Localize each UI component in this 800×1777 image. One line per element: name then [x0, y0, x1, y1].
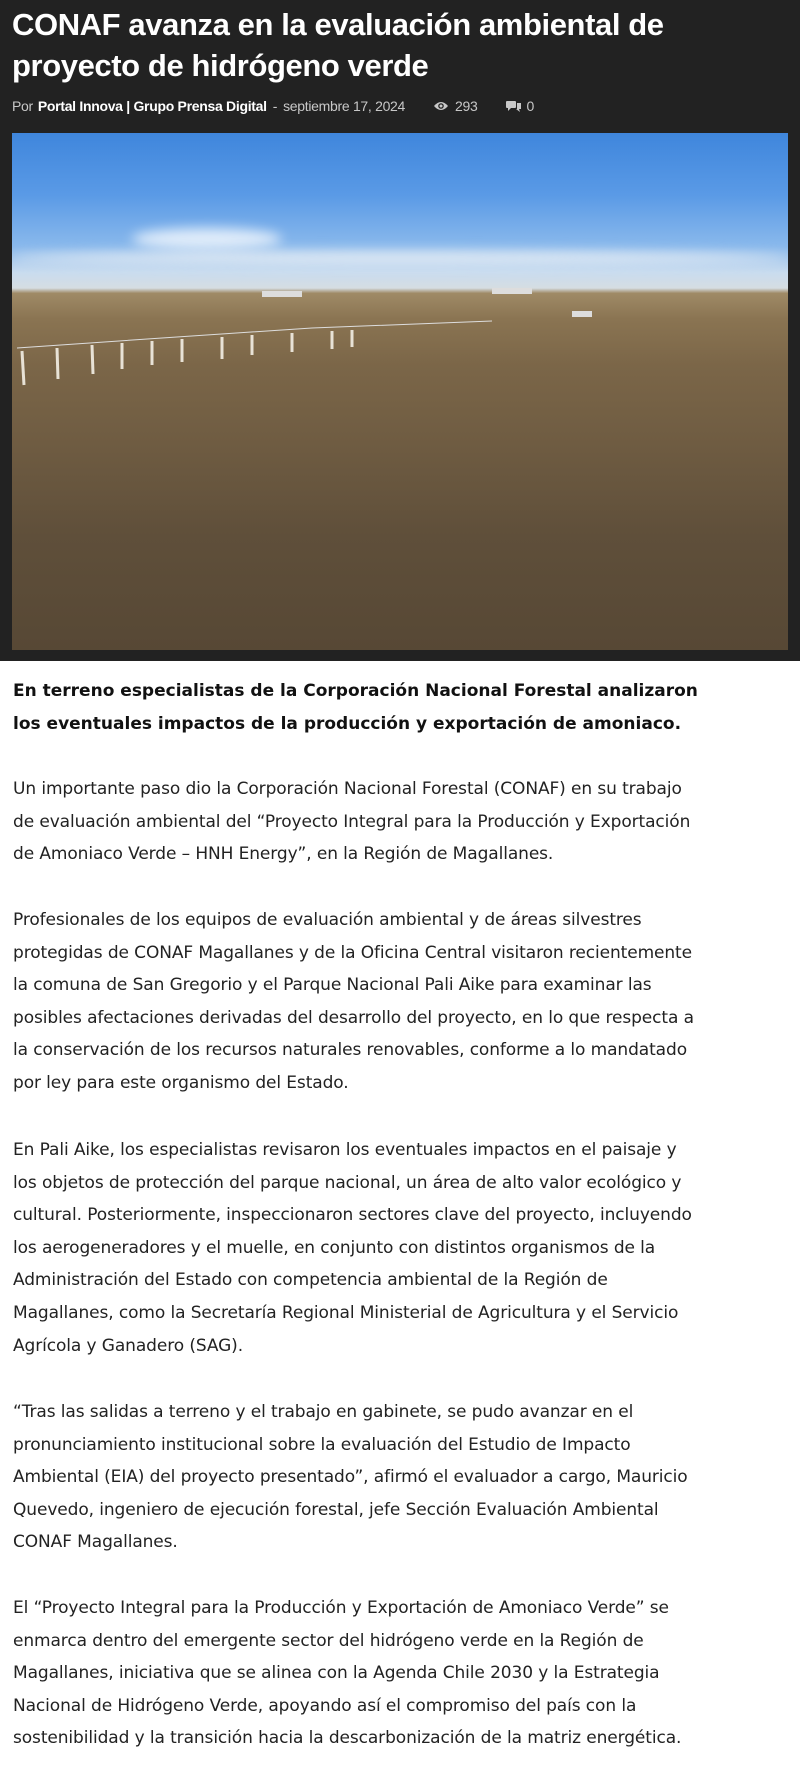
text-line: cultural. Posteriormente, inspeccionaron sectores clave del proyecto, incluyendo — [13, 1205, 692, 1226]
text-line: Un importante paso dio la Corporación Nacional Forestal (CONAF) en su trabajo — [13, 779, 682, 799]
lead-line: En terreno especialistas de la Corporación Nacional Forestal analizaron — [13, 681, 698, 701]
article-title — [12, 4, 792, 86]
text-line: posibles afectaciones derivadas del desarrollo del proyecto, en lo que respecta a — [13, 1007, 694, 1028]
publish-date: septiembre 17, 2024 — [283, 98, 406, 114]
text-line: Nacional de Hidrógeno Verde, apoyando así el compromiso del país con la — [13, 1695, 637, 1716]
paragraph-2 — [13, 904, 694, 1100]
text-line: la comuna de San Gregorio y el Parque Nacional Pali Aike para examinar las — [13, 975, 652, 996]
text-line: protegidas de CONAF Magallanes y de la Oficina Central visitaron recientemente — [13, 942, 692, 963]
comments-count[interactable] — [506, 98, 535, 114]
views-value: 293 — [455, 98, 478, 114]
text-line: los aerogeneradores y el muelle, en conjunto con distintos organismos de la — [13, 1237, 656, 1258]
comments-icon — [506, 100, 521, 112]
author-link[interactable]: Portal Innova | Grupo Prensa Digital — [37, 98, 267, 114]
text-line: de Amoniaco Verde – HNH Energy”, en la Región de Magallanes. — [13, 844, 554, 865]
text-line: Ambiental (EIA) del proyecto presentado”, afirmó el evaluador a cargo, Mauricio — [13, 1467, 688, 1488]
text-line: los objetos de protección del parque nacional, un área de alto valor ecológico y — [13, 1172, 682, 1193]
fence-posts — [12, 133, 788, 650]
text-line: Magallanes, como la Secretaría Regional Ministerial de Agricultura y el Servicio — [13, 1302, 679, 1323]
article-meta — [12, 96, 534, 116]
text-line: “Tras las salidas a terreno y el trabajo en gabinete, se pudo avanzar en el — [13, 1402, 634, 1422]
article-lead — [13, 675, 698, 740]
text-line: Agrícola y Ganadero (SAG). — [13, 1335, 244, 1356]
text-line: enmarca dentro del emergente sector del hidrógeno verde en la Región de — [13, 1630, 644, 1651]
text-line: Profesionales de los equipos de evaluación ambiental y de áreas silvestres — [13, 910, 642, 930]
text-line: Quevedo, ingeniero de ejecución forestal, jefe Sección Evaluación Ambiental — [13, 1499, 659, 1520]
text-line: Administración del Estado con competencia ambiental de la Región de — [13, 1270, 608, 1291]
text-line: Magallanes, iniciativa que se alinea con la Agenda Chile 2030 y la Estrategia — [13, 1663, 660, 1684]
featured-image-landscape — [12, 133, 788, 650]
meta-separator: - — [272, 98, 278, 114]
text-line: la conservación de los recursos naturales renovables, conforme a lo mandatado — [13, 1040, 687, 1061]
paragraph-1 — [13, 773, 690, 871]
text-line: de evaluación ambiental del “Proyecto Integral para la Producción y Exportación — [13, 811, 691, 832]
paragraph-4 — [13, 1396, 688, 1559]
title-line: CONAF avanza en la evaluación ambiental de — [12, 7, 664, 42]
lead-line: los eventuales impactos de la producción y exportación de amoniaco. — [13, 713, 682, 734]
comments-value: 0 — [526, 98, 535, 114]
views-count — [433, 98, 477, 114]
paragraph-5 — [13, 1592, 681, 1755]
text-line: por ley para este organismo del Estado. — [13, 1072, 349, 1093]
eye-icon — [433, 100, 449, 112]
text-line: pronunciamiento institucional sobre la evaluación del Estudio de Impacto — [13, 1434, 631, 1455]
title-line: proyecto de hidrógeno verde — [12, 48, 429, 83]
by-label: Por — [12, 98, 33, 114]
article-header — [0, 0, 800, 661]
paragraph-3 — [13, 1134, 692, 1362]
text-line: El “Proyecto Integral para la Producción y Exportación de Amoniaco Verde” se — [13, 1598, 669, 1618]
text-line: sostenibilidad y la transición hacia la descarbonización de la matriz energética. — [13, 1728, 682, 1749]
text-line: CONAF Magallanes. — [13, 1532, 178, 1553]
text-line: En Pali Aike, los especialistas revisaron los eventuales impactos en el paisaje y — [13, 1140, 677, 1160]
